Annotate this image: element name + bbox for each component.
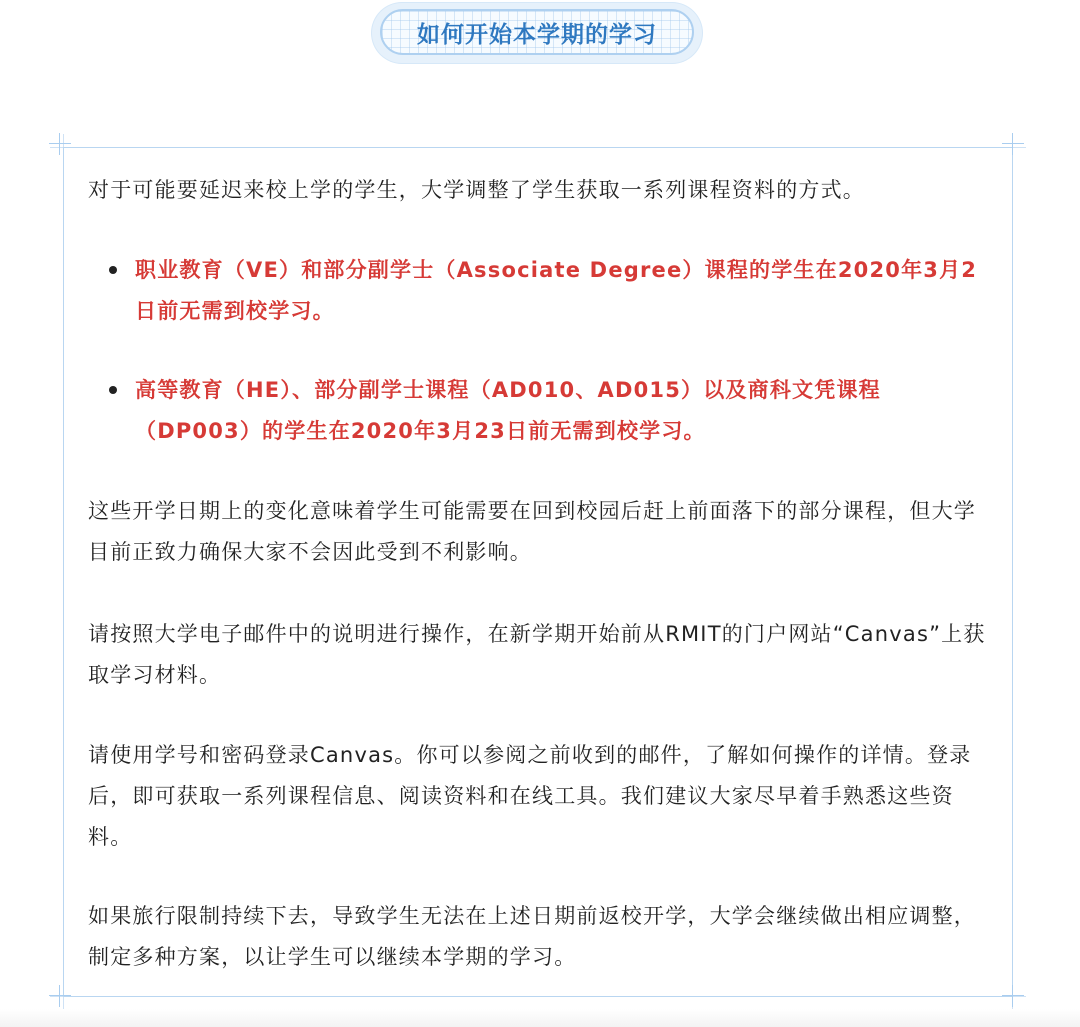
page-bottom-edge	[0, 1009, 1080, 1027]
intro-paragraph: 对于可能要延迟来校上学的学生，大学调整了学生获取一系列课程资料的方式。	[88, 178, 865, 202]
paragraph-canvas-instructions: 请按照大学电子邮件中的说明进行操作，在新学期开始前从RMIT的门户网站“Canvas”上获取学习材料。	[88, 622, 986, 687]
corner-mark-top-right	[1002, 133, 1024, 155]
title-pill	[380, 9, 694, 55]
paragraph-canvas-login: 请使用学号和密码登录Canvas。你可以参阅之前收到的邮件，了解如何操作的详情。登录后，即可获取一系列课程信息、阅读资料和在线工具。我们建议大家尽早着手熟悉这些资料。	[88, 743, 972, 849]
bullet-text: 职业教育（VE）和部分副学士（Associate Degree）课程的学生在2020年3月2日前无需到校学习。	[135, 258, 978, 323]
paragraph-travel-restrictions: 如果旅行限制持续下去，导致学生无法在上述日期前返校开学，大学会继续做出相应调整，制定多种方案，以让学生可以继续本学期的学习。	[88, 904, 976, 969]
paragraph-schedule-change: 这些开学日期上的变化意味着学生可能需要在回到校园后赶上前面落下的部分课程，但大学目前正致力确保大家不会因此受到不利影响。	[88, 499, 976, 564]
title-badge	[372, 3, 702, 63]
corner-mark-bottom-right	[1002, 985, 1024, 1007]
bullet-dot	[109, 266, 117, 274]
corner-mark-bottom-left	[49, 985, 71, 1007]
bullet-dot	[109, 386, 117, 394]
corner-mark-top-left	[49, 133, 71, 155]
bullet-item-he	[88, 370, 988, 452]
bullet-text: 高等教育（HE）、部分副学士课程（AD010、AD015）以及商科文凭课程（DP003）的学生在2020年3月23日前无需到校学习。	[135, 378, 881, 443]
bullet-item-ve	[88, 250, 988, 332]
page-title: 如何开始本学期的学习	[417, 21, 657, 48]
